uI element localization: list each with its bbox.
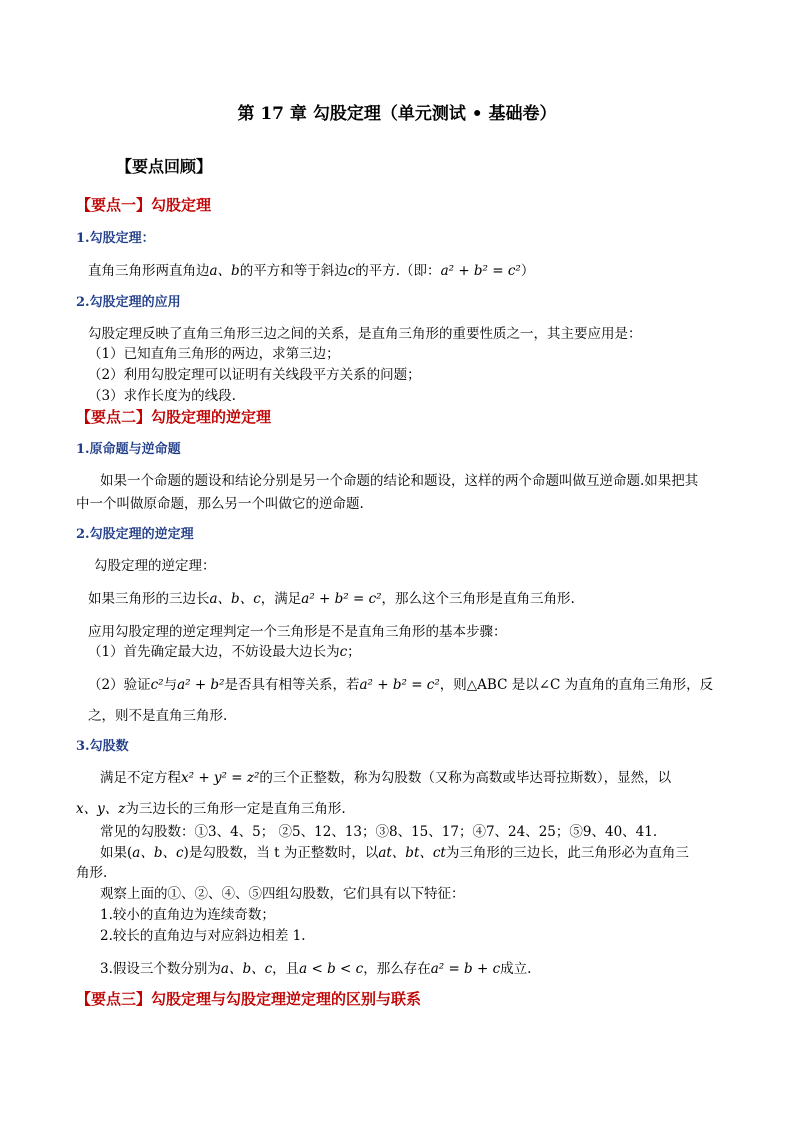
paragraph-line: x、y、z为三边长的三角形一定是直角三角形. xyxy=(76,801,346,817)
list-item: 3.假设三个数分别为a、b、c，且a < b < c，那么存在a² = b + c成立. xyxy=(100,961,532,977)
paragraph-line: 角形. xyxy=(76,865,108,881)
paragraph-line: 常见的勾股数：①3、4、5； ②5、12、13；③8、15、17；④7、24、25；⑤9、40、41. xyxy=(100,824,658,840)
list-item: （1）首先确定最大边，不妨设最大边长为c； xyxy=(88,644,361,660)
list-item: 1.较小的直角边为连续奇数； xyxy=(100,907,275,923)
paragraph-line: 如果(a、b、c)是勾股数，当 t 为正整数时，以at、bt、ct为三角形的三边长，此三角形必为直角三 xyxy=(100,845,689,861)
section-1-2-heading: 2.勾股定理的应用 xyxy=(76,295,181,310)
page-title: 第 17 章 勾股定理（单元测试 • 基础卷） xyxy=(237,104,557,124)
paragraph-line: 中一个叫做原命题，那么另一个叫做它的逆命题. xyxy=(76,496,364,512)
converse-theorem-statement: 如果三角形的三边长a、b、c，满足a² + b² = c²，那么这个三角形是直角三角形. xyxy=(88,591,575,607)
formula: a² + b² = c² xyxy=(359,677,440,693)
key-point-2-heading: 【要点二】勾股定理的逆定理 xyxy=(76,408,272,426)
paragraph-line: 之，则不是直角三角形. xyxy=(88,708,228,724)
paragraph-line: 如果一个命题的题设和结论分别是另一个命题的结论和题设，这样的两个命题叫做互逆命题.如果把其 xyxy=(100,473,699,489)
key-point-1-bracket: 【要点一】 xyxy=(76,196,152,214)
section-2-2-heading: 2.勾股定理的逆定理 xyxy=(76,527,194,542)
list-item: （1）已知直角三角形的两边，求第三边； xyxy=(88,346,340,362)
section-1-1-heading: 1.勾股定理： xyxy=(76,231,155,246)
list-item: 2.较长的直角边与对应斜边相差 1. xyxy=(100,928,306,944)
paragraph-line: 观察上面的①、②、④、⑤四组勾股数，它们具有以下特征： xyxy=(100,886,465,902)
paragraph-line: 勾股定理的逆定理： xyxy=(94,558,216,574)
key-point-1-heading xyxy=(76,196,211,214)
review-heading: 【要点回顾】 xyxy=(116,157,213,176)
list-item: （2）验证c²与a² + b²是否具有相等关系，若a² + b² = c²，则△ABC 是以∠C 为直角的直角三角形，反 xyxy=(88,677,714,693)
paragraph-line: 应用勾股定理的逆定理判定一个三角形是不是直角三角形的基本步骤： xyxy=(88,624,507,640)
formula: a² + b² = c² xyxy=(301,591,382,607)
list-item: （3）求作长度为的线段. xyxy=(88,388,236,404)
paragraph-line: 满足不定方程x² + y² = z²的三个正整数，称为勾股数（又称为高数或毕达哥拉斯数），显然，以 xyxy=(100,770,672,786)
list-item: （2）利用勾股定理可以证明有关线段平方关系的问题； xyxy=(88,367,421,383)
pythagorean-theorem-statement: 直角三角形两直角边a、b的平方和等于斜边c的平方.（即：a² + b² = c²） xyxy=(88,263,535,279)
section-2-3-heading: 3.勾股数 xyxy=(76,739,129,754)
key-point-1-name: 勾股定理 xyxy=(151,196,212,214)
paragraph-line: 勾股定理反映了直角三角形三边之间的关系，是直角三角形的重要性质之一，其主要应用是： xyxy=(88,326,642,342)
key-point-3-heading: 【要点三】勾股定理与勾股定理逆定理的区别与联系 xyxy=(76,990,422,1008)
formula: a² = b + c xyxy=(430,961,501,977)
section-2-1-heading: 1.原命题与逆命题 xyxy=(76,442,181,457)
formula: x² + y² = z² xyxy=(181,770,260,786)
formula: a² + b² = c² xyxy=(440,263,521,279)
